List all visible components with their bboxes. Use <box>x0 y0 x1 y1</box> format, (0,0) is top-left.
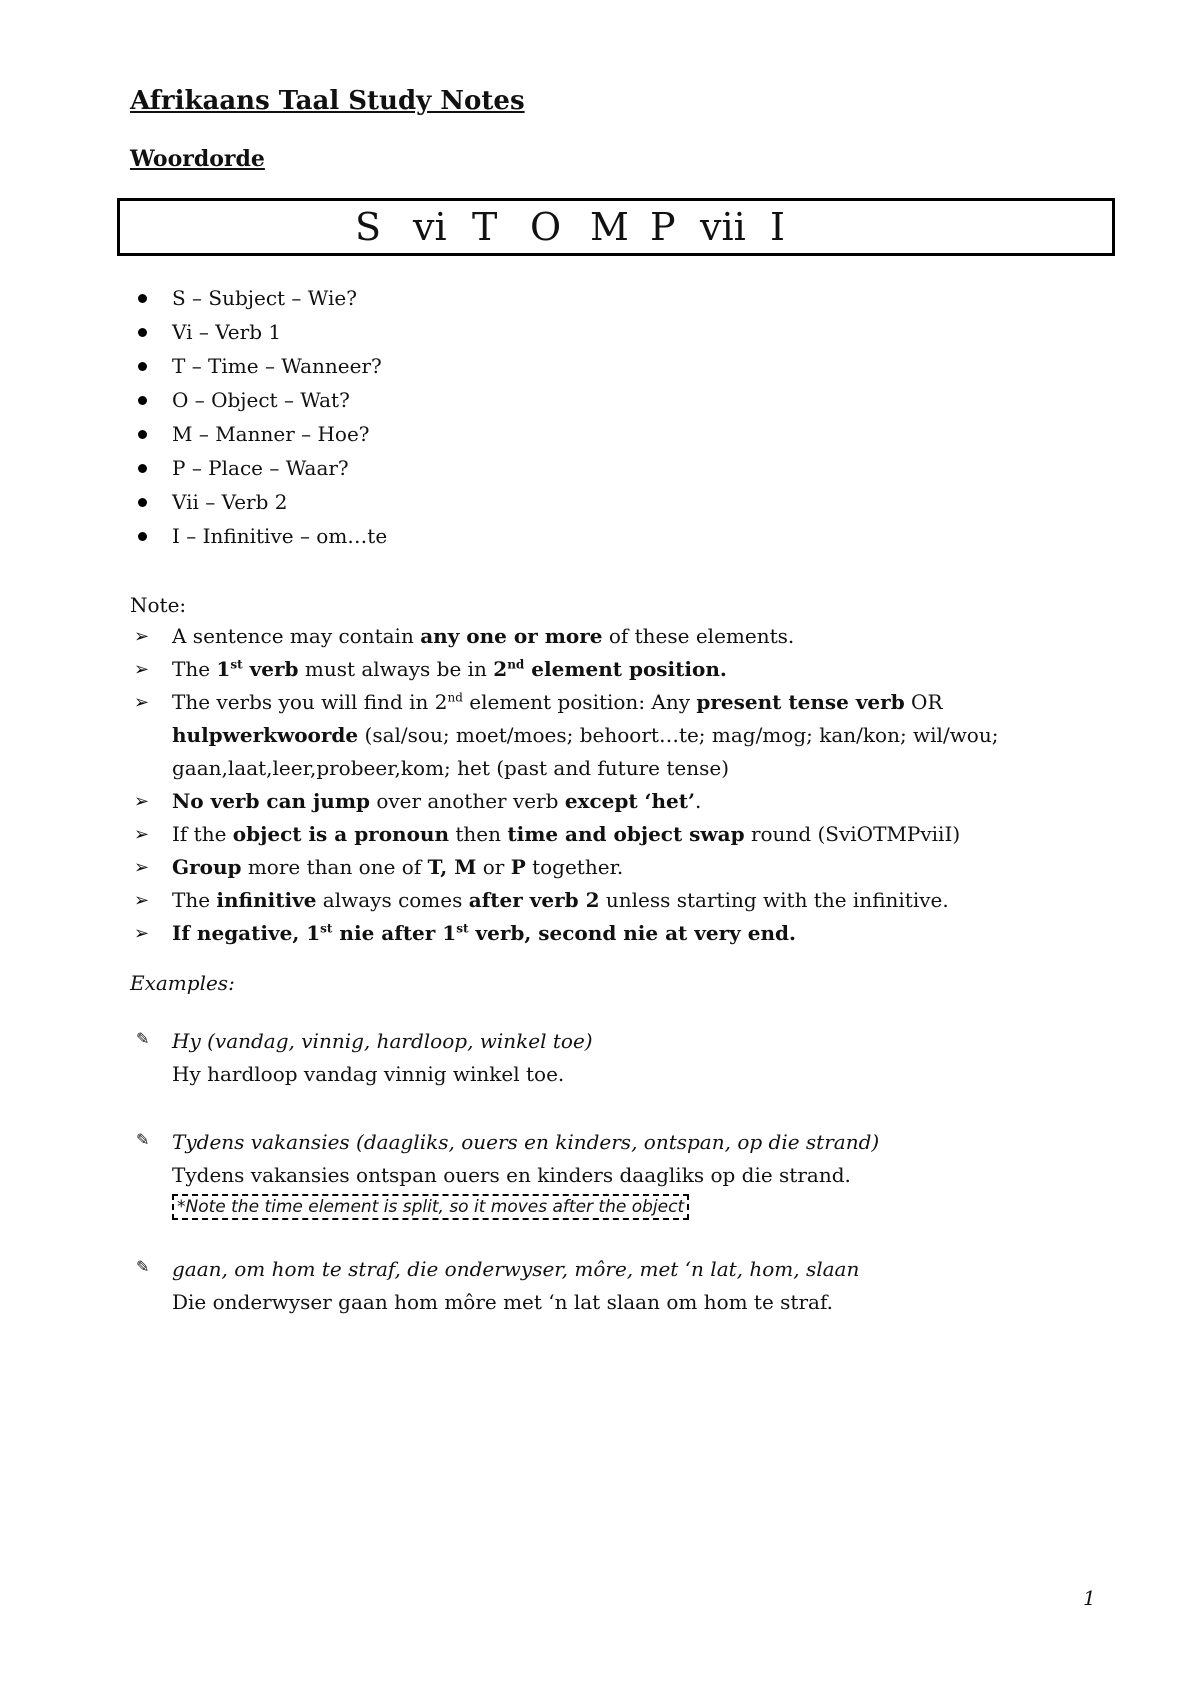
order-letter-p: P <box>650 205 676 249</box>
note-list <box>130 620 1110 950</box>
arrow-bullet-icon: ➢ <box>134 923 150 944</box>
example-prompt: gaan, om hom te straf, die onderwyser, môre, met ‘n lat, hom, slaan <box>172 1257 860 1281</box>
order-letter-o: O <box>530 205 562 249</box>
list-item: I – Infinitive – om…te <box>130 521 387 555</box>
page-number: 1 <box>1083 1586 1096 1610</box>
list-item: T – Time – Wanneer? <box>130 351 387 385</box>
note-item: ➢ The 1st verb must always be in 2nd element position. <box>130 653 1110 686</box>
order-letter-i: I <box>770 205 786 249</box>
example-answer: Die onderwyser gaan hom môre met ‘n lat slaan om hom te straf. <box>172 1290 833 1314</box>
bullet-icon <box>138 464 147 473</box>
order-letter-vii: vii <box>700 205 746 249</box>
note-item: ➢ The infinitive always comes after verb 2 unless starting with the infinitive. <box>130 884 1110 917</box>
arrow-bullet-icon: ➢ <box>134 857 150 878</box>
arrow-bullet-icon: ➢ <box>134 626 150 647</box>
list-item: P – Place – Waar? <box>130 453 387 487</box>
section-heading-woordorde: Woordorde <box>130 146 265 172</box>
example-item <box>130 1253 1110 1319</box>
example-prompt: Tydens vakansies (daagliks, ouers en kinders, ontspan, op die strand) <box>172 1130 880 1154</box>
word-order-box <box>117 198 1115 256</box>
list-item: O – Object – Wat? <box>130 385 387 419</box>
note-item: ➢ No verb can jump over another verb except ‘het’. <box>130 785 1110 818</box>
arrow-bullet-icon: ➢ <box>134 890 150 911</box>
bullet-icon <box>138 498 147 507</box>
order-letter-vi: vi <box>413 205 447 249</box>
note-item: ➢ If the object is a pronoun then time and object swap round (SviOTMPviiI) <box>130 818 1110 851</box>
example-answer: Tydens vakansies ontspan ouers en kinders daagliks op die strand. <box>172 1163 851 1187</box>
bullet-icon <box>138 396 147 405</box>
arrow-bullet-icon: ➢ <box>134 692 150 713</box>
arrow-bullet-icon: ➢ <box>134 824 150 845</box>
note-item: ➢ If negative, 1st nie after 1st verb, second nie at very end. <box>130 917 1110 950</box>
document-title: Afrikaans Taal Study Notes <box>130 86 525 116</box>
bullet-icon <box>138 362 147 371</box>
note-item: ➢ The verbs you will find in 2nd element position: Any present tense verb OR hulpwerkwoorde (sal/sou; moet/moes; behoort…te; mag/mog; kan/kon; wil/wou; gaan,laat,leer,probeer,kom; het (past and future tense) <box>130 686 1110 785</box>
note-item: ➢ Group more than one of T, M or P together. <box>130 851 1110 884</box>
order-letter-s: S <box>355 205 382 249</box>
bullet-icon <box>138 532 147 541</box>
list-item: Vi – Verb 1 <box>130 317 387 351</box>
list-item: M – Manner – Hoe? <box>130 419 387 453</box>
bullet-icon <box>138 328 147 337</box>
example-note: *Note the time element is split, so it moves after the object <box>172 1194 689 1220</box>
bullet-icon <box>138 294 147 303</box>
note-heading: Note: <box>130 593 187 617</box>
order-letter-m: M <box>590 205 629 249</box>
arrow-bullet-icon: ➢ <box>134 791 150 812</box>
element-list <box>130 283 387 555</box>
examples-heading: Examples: <box>130 971 235 995</box>
example-prompt: Hy (vandag, vinnig, hardloop, winkel toe) <box>172 1029 593 1053</box>
bullet-icon <box>138 430 147 439</box>
note-item: ➢ A sentence may contain any one or more of these elements. <box>130 620 1110 653</box>
list-item: Vii – Verb 2 <box>130 487 387 521</box>
example-item <box>130 1126 1110 1220</box>
pushpin-icon: ✎ <box>136 1257 150 1276</box>
example-answer: Hy hardloop vandag vinnig winkel toe. <box>172 1062 565 1086</box>
order-letter-t: T <box>472 205 498 249</box>
pushpin-icon: ✎ <box>136 1029 150 1048</box>
pushpin-icon: ✎ <box>136 1130 150 1149</box>
example-item <box>130 1025 1110 1091</box>
list-item: S – Subject – Wie? <box>130 283 387 317</box>
arrow-bullet-icon: ➢ <box>134 659 150 680</box>
